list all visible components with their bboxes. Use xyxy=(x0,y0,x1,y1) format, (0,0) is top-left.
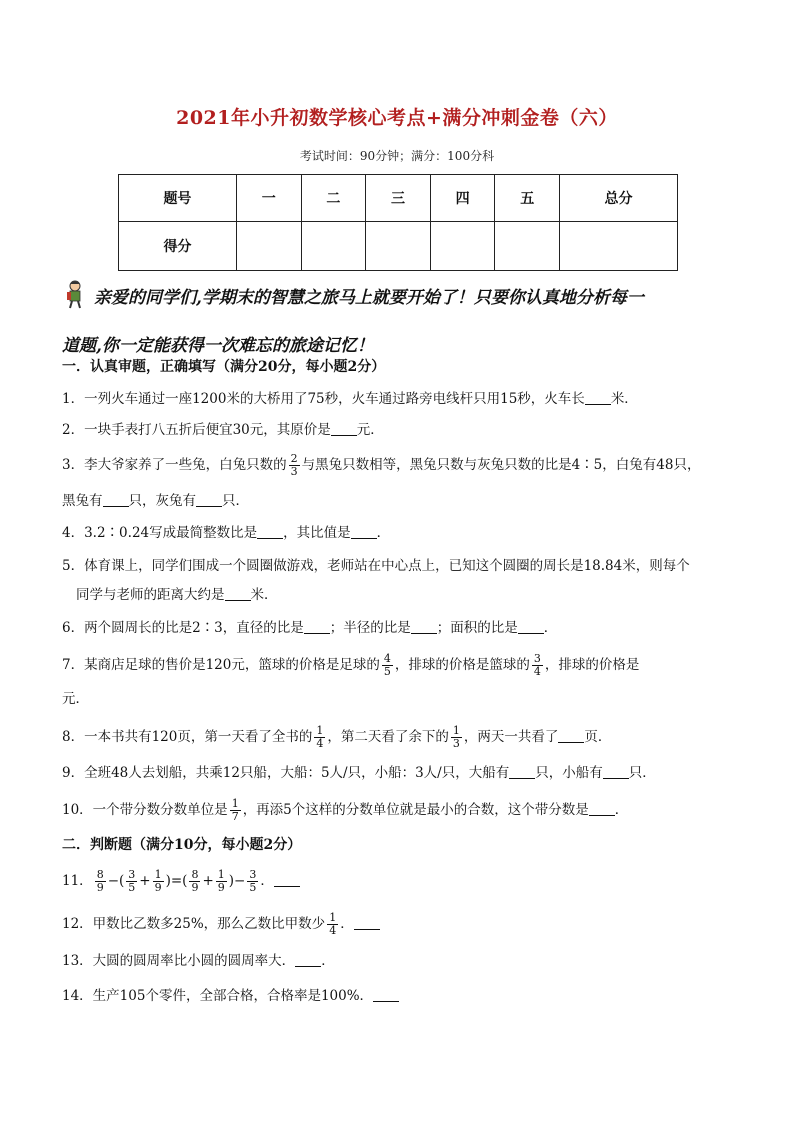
score-cell xyxy=(495,222,560,271)
question-3: 3．李大爷家养了一些兔，白兔只数的 $\frac{2}{3}$ 与黑兔只数相等，黑兔只数与灰兔只数的比是4∶5，白兔有48只， xyxy=(62,452,701,478)
score-cell xyxy=(430,222,495,271)
question-7: 7．某商店足球的售价是120元，篮球的价格是足球的 $\frac{4}{5}$ ，排球的价格是篮球的 $\frac{3}{4}$ ，排球的价格是 xyxy=(62,652,640,678)
fraction: $\frac{3}{5}$ xyxy=(249,868,257,894)
table-header: 五 xyxy=(495,175,560,222)
table-header: 二 xyxy=(301,175,366,222)
intro-message xyxy=(62,274,742,370)
table-header: 题号 xyxy=(119,175,237,222)
fraction: $\frac{3}{5}$ xyxy=(128,868,136,894)
question-7-cont: 元． xyxy=(62,691,89,707)
fraction: $\frac{4}{5}$ xyxy=(383,652,391,678)
answer-blank[interactable] xyxy=(354,916,380,930)
student-icon xyxy=(62,279,88,309)
answer-blank[interactable] xyxy=(351,525,377,539)
intro-line-1: 亲爱的同学们,学期末的智慧之旅马上就要开始了！只要你认真地分析每一 xyxy=(94,288,644,308)
answer-blank[interactable] xyxy=(304,620,330,634)
question-2: 2．一块手表打八五折后便宜30元，其原价是 元． xyxy=(62,422,384,438)
answer-blank[interactable] xyxy=(518,620,544,634)
answer-blank[interactable] xyxy=(225,587,251,601)
table-header: 三 xyxy=(366,175,431,222)
question-13: 13．大圆的圆周率比小圆的圆周率大． ． xyxy=(62,953,335,969)
question-3-cont: 黑兔有 只，灰兔有 只． xyxy=(62,493,249,509)
answer-blank[interactable] xyxy=(603,765,629,779)
question-11: 11． $\frac{8}{9}$ −( $\frac{3}{5}$ + $\frac{1}{9}$ )=( $\frac{8}{9}$ + $\frac{1}{9}$ )− $\frac{3}{5}$ ． xyxy=(62,869,300,894)
fraction: $\frac{1}{4}$ xyxy=(329,911,337,937)
fraction: $\frac{3}{4}$ xyxy=(533,652,541,678)
fraction: $\frac{8}{9}$ xyxy=(191,868,199,894)
table-header: 四 xyxy=(430,175,495,222)
answer-blank[interactable] xyxy=(585,391,611,405)
answer-blank[interactable] xyxy=(295,953,321,967)
answer-blank[interactable] xyxy=(196,493,222,507)
question-5: 5．体育课上，同学们围成一个圆圈做游戏，老师站在中心点上，已知这个圆圈的周长是18.84米，则每个 xyxy=(62,558,690,574)
question-12: 12．甲数比乙数多25%，那么乙数比甲数少 $\frac{1}{4}$ ． xyxy=(62,912,380,937)
answer-blank[interactable] xyxy=(558,729,584,743)
question-4: 4．3.2∶0.24写成最简整数比是 ，其比值是 ． xyxy=(62,525,391,541)
score-cell xyxy=(366,222,431,271)
score-cell xyxy=(301,222,366,271)
answer-blank[interactable] xyxy=(373,988,399,1002)
question-10: 10．一个带分数分数单位是 $\frac{1}{7}$ ，再添5个这样的分数单位就是最小的合数，这个带分数是 ． xyxy=(62,797,629,823)
question-9: 9．全班48人去划船，共乘12只船，大船：5人/只，小船：3人/只，大船有 只，小船有 只． xyxy=(62,765,656,781)
answer-blank[interactable] xyxy=(411,620,437,634)
answer-blank[interactable] xyxy=(257,525,283,539)
page-title: 2021年小升初数学核心考点+满分冲刺金卷（六） xyxy=(176,107,618,129)
table-header: 总分 xyxy=(560,175,678,222)
fraction: $\frac{1}{9}$ xyxy=(217,868,225,894)
question-1: 1．一列火车通过一座1200米的大桥用了75秒，火车通过路旁电线杆只用15秒，火车长 米． xyxy=(62,391,638,407)
section-2-title: 二．判断题（满分10分，每小题2分） xyxy=(62,837,302,853)
fraction: $\frac{1}{9}$ xyxy=(154,868,162,894)
score-cell xyxy=(560,222,678,271)
answer-blank[interactable] xyxy=(274,873,300,887)
table-header: 一 xyxy=(236,175,301,222)
answer-blank[interactable] xyxy=(103,493,129,507)
exam-info: 考试时间：90分钟；满分：100分科 xyxy=(299,149,495,163)
intro-line-2: 道题,你一定能获得一次难忘的旅途记忆！ xyxy=(62,336,374,356)
answer-blank[interactable] xyxy=(509,765,535,779)
score-table xyxy=(118,174,678,271)
answer-blank[interactable] xyxy=(331,422,357,436)
fraction: $\frac{1}{4}$ xyxy=(316,724,324,750)
question-5-cont: 同学与老师的距离大约是 米． xyxy=(76,587,278,603)
score-row-label: 得分 xyxy=(119,222,237,271)
section-1-title: 一．认真审题，正确填写（满分20分，每小题2分） xyxy=(62,359,386,375)
score-cell xyxy=(236,222,301,271)
fraction: $\frac{1}{3}$ xyxy=(452,724,460,750)
answer-blank[interactable] xyxy=(589,802,615,816)
question-8: 8．一本书共有120页，第一天看了全书的 $\frac{1}{4}$ ，第二天看了余下的 $\frac{1}{3}$ ，两天一共看了 页． xyxy=(62,724,612,750)
question-6: 6．两个圆周长的比是2∶3，直径的比是 ；半径的比是 ；面积的比是 ． xyxy=(62,620,558,636)
fraction: $\frac{1}{7}$ xyxy=(231,797,239,823)
fraction: $\frac{2}{3}$ xyxy=(290,452,298,478)
fraction: $\frac{8}{9}$ xyxy=(96,868,104,894)
question-14: 14．生产105个零件，全部合格，合格率是100%． xyxy=(62,986,399,1006)
